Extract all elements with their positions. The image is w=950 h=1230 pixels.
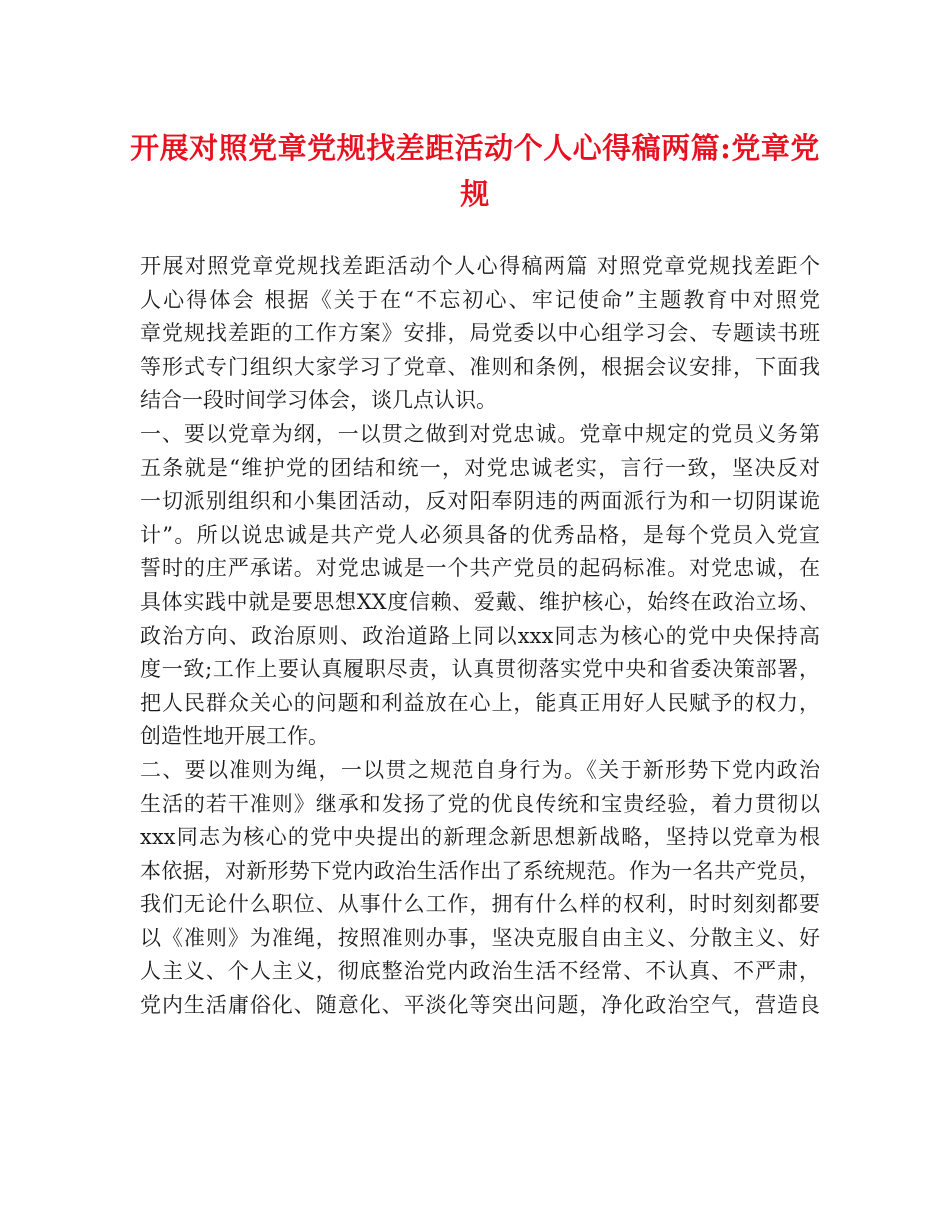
body-line: 生活的若干准则》继承和发扬了党的优良传统和宝贵经验，着力贯彻以 bbox=[140, 791, 820, 816]
body-line: 等形式专门组织大家学习了党章、准则和条例，根据会议安排，下面我 bbox=[140, 354, 820, 379]
body-line: 开展对照党章党规找差距活动个人心得稿两篇 对照党章党规找差距个 bbox=[140, 254, 820, 278]
body-line: 章党规找差距的工作方案》安排，局党委以中心组学习会、专题读书班 bbox=[140, 321, 820, 346]
body-line: 本依据，对新形势下党内政治生活作出了系统规范。作为一名共产党员， bbox=[140, 858, 820, 883]
title-line: 规 bbox=[460, 177, 490, 211]
document-title bbox=[120, 125, 830, 217]
body-line: 二、要以准则为绳，一以贯之规范自身行为。《关于新形势下党内政治 bbox=[140, 757, 820, 782]
body-line: 把人民群众关心的问题和利益放在心上，能真正用好人民赋予的权力， bbox=[140, 690, 820, 715]
body-line: 创造性地开展工作。 bbox=[140, 724, 329, 749]
document-body bbox=[140, 250, 820, 1023]
body-line: 誓时的庄严承诺。对党忠诚是一个共产党员的起码标准。对党忠诚，在 bbox=[140, 556, 820, 581]
body-line: 党内生活庸俗化、随意化、平淡化等突出问题，净化政治空气，营造良 bbox=[140, 993, 820, 1018]
body-line: 具体实践中就是要思想XX度信赖、爱戴、维护核心，始终在政治立场、 bbox=[140, 589, 820, 614]
body-line: 五条就是“维护党的团结和统一，对党忠诚老实，言行一致，坚决反对 bbox=[140, 455, 820, 480]
body-line: 政治方向、政治原则、政治道路上同以xxx同志为核心的党中央保持高 bbox=[140, 623, 820, 648]
body-line: 人心得体会 根据《关于在“不忘初心、牢记使命”主题教育中对照党 bbox=[140, 287, 820, 312]
body-line: 一切派别组织和小集团活动，反对阳奉阴违的两面派行为和一切阴谋诡 bbox=[140, 489, 820, 514]
body-line: 计”。所以说忠诚是共产党人必须具备的优秀品格，是每个党员入党宣 bbox=[140, 522, 820, 547]
body-line: xxx同志为核心的党中央提出的新理念新思想新战略，坚持以党章为根 bbox=[140, 825, 820, 850]
body-line: 度一致;工作上要认真履职尽责，认真贯彻落实党中央和省委决策部署， bbox=[140, 657, 820, 682]
body-line: 结合一段时间学习体会，谈几点认识。 bbox=[140, 388, 497, 413]
body-line: 一、要以党章为纲，一以贯之做到对党忠诚。党章中规定的党员义务第 bbox=[140, 421, 820, 446]
body-line: 人主义、个人主义，彻底整治党内政治生活不经常、不认真、不严肃， bbox=[140, 959, 820, 984]
title-line: 开展对照党章党规找差距活动个人心得稿两篇:党章党 bbox=[130, 131, 820, 165]
body-line: 以《准则》为准绳，按照准则办事，坚决克服自由主义、分散主义、好 bbox=[140, 925, 820, 950]
body-line: 我们无论什么职位、从事什么工作，拥有什么样的权利，时时刻刻都要 bbox=[140, 892, 820, 917]
